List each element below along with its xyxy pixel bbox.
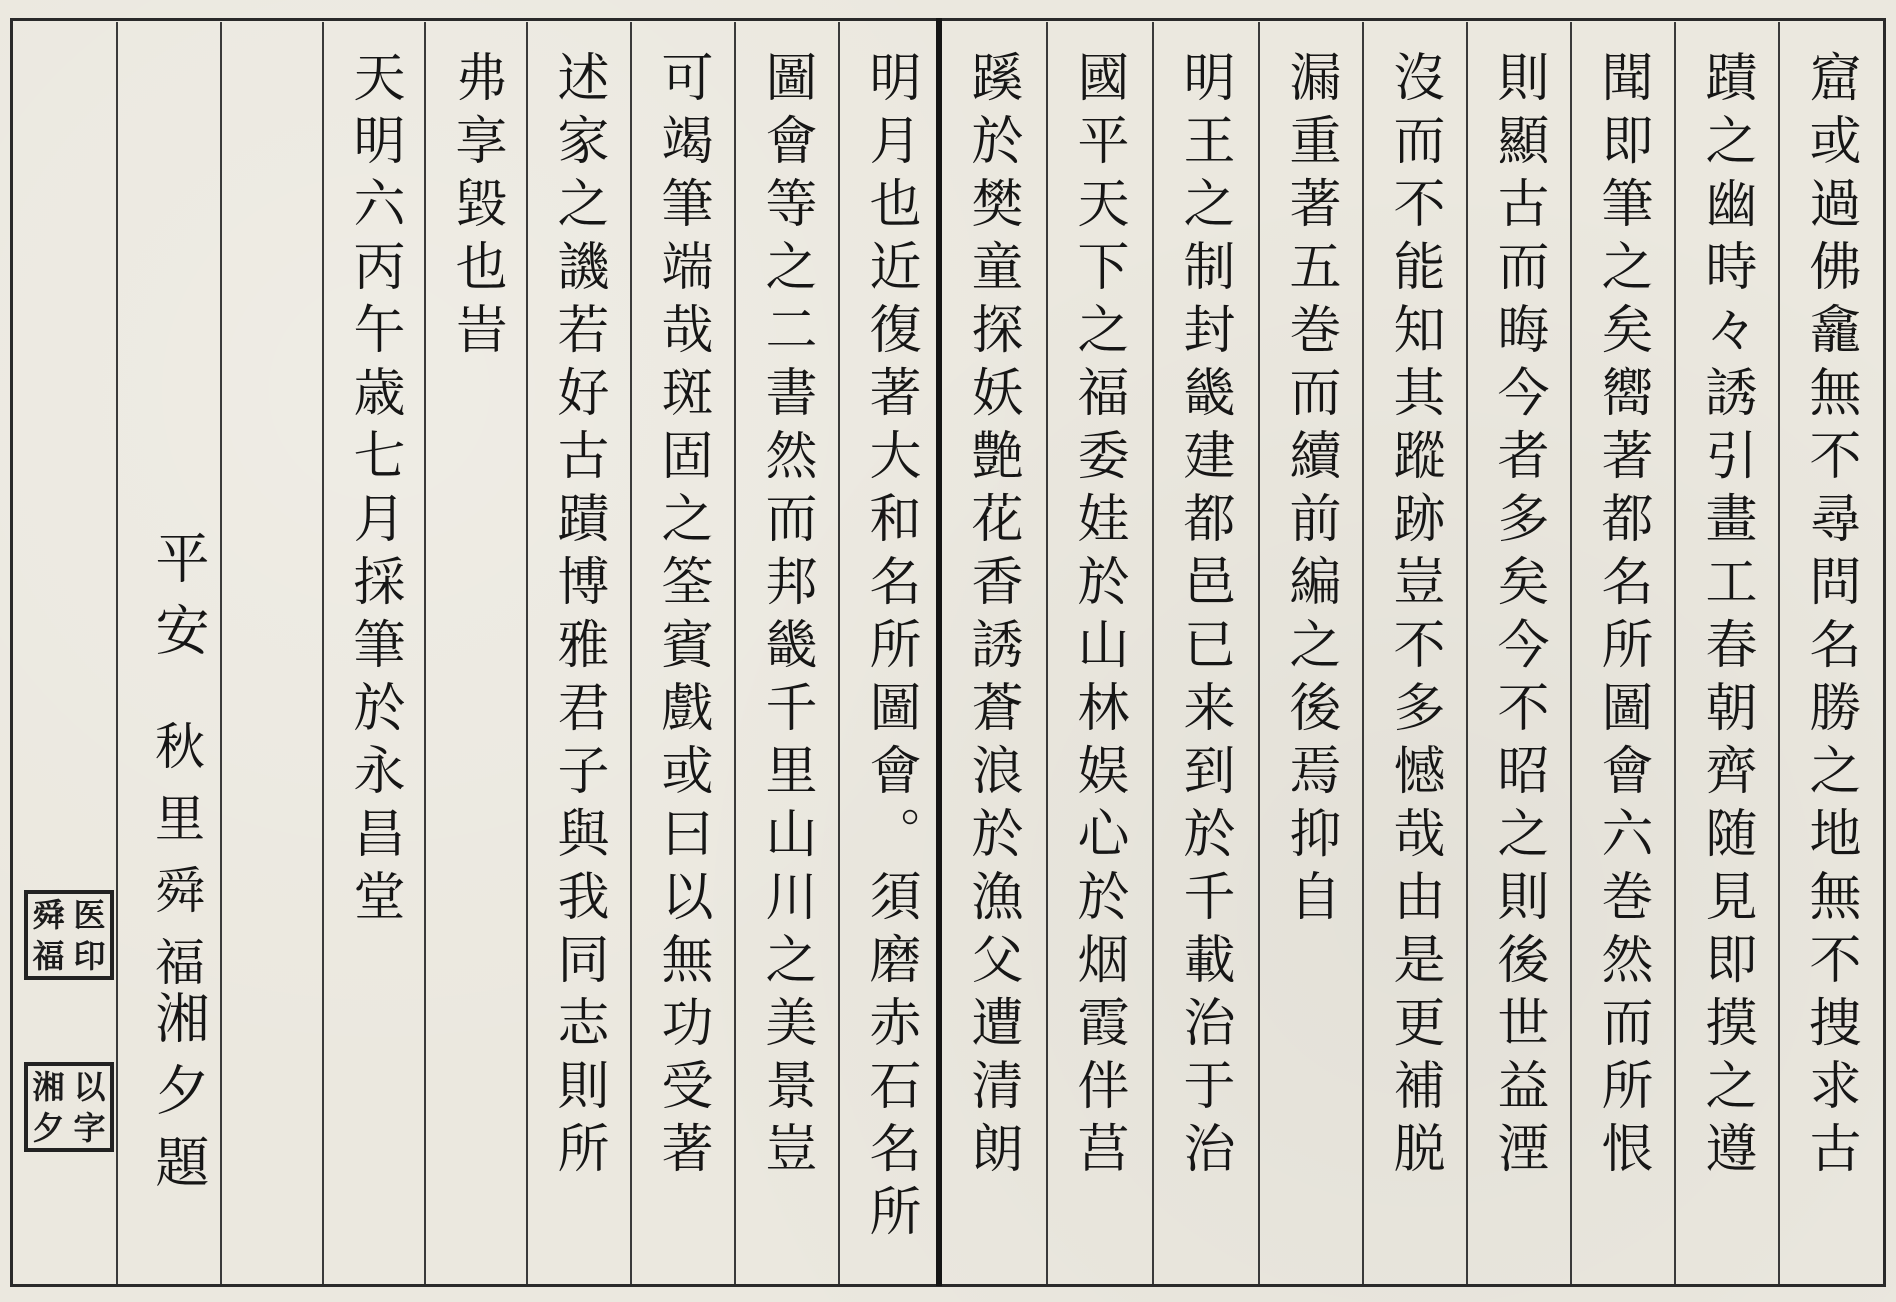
- seal-stamp-upper: [24, 890, 114, 980]
- seal-glyph: 以: [73, 1067, 106, 1106]
- text-column: 可竭筆端哉斑固之筌賓戲或曰以無功受著: [652, 50, 712, 1184]
- text-column: 窟或過佛龕無不尋問名勝之地無不捜求古: [1800, 50, 1860, 1184]
- text-column: 漏重著五巻而續前編之後焉抑自: [1280, 50, 1340, 932]
- column-rule: [1152, 22, 1154, 1284]
- column-rule: [1362, 22, 1364, 1284]
- text-column: 則顯古而晦今者多矣今不昭之則後世益湮: [1488, 50, 1548, 1184]
- frame-top-rule: [10, 18, 1886, 21]
- column-rule: [322, 22, 324, 1284]
- column-rule: [1778, 22, 1780, 1284]
- seal-glyph: 福: [32, 936, 65, 975]
- text-column: 蹟之幽時々誘引畫工春朝齊随見即摸之遵: [1696, 50, 1756, 1184]
- seal-stamp-lower: [24, 1062, 114, 1152]
- text-column: 述家之譏若好古蹟博雅君子與我同志則所: [548, 50, 608, 1184]
- text-column: 沒而不能知其蹤跡豈不多憾哉由是更補脱: [1384, 50, 1444, 1184]
- column-rule: [116, 22, 118, 1284]
- column-rule: [734, 22, 736, 1284]
- seal-glyph: 舜: [32, 895, 65, 934]
- text-column: 國平天下之福委娃於山林娱心於烟霞伴莒: [1068, 50, 1128, 1184]
- seal-glyph: 印: [73, 936, 106, 975]
- signature-inscription: 湘夕題: [147, 990, 210, 1206]
- signature-name: 秋里舜福: [147, 720, 205, 1008]
- column-rule: [424, 22, 426, 1284]
- text-column: 弗享毀也旹: [446, 50, 506, 365]
- column-rule: [220, 22, 222, 1284]
- text-column: 蹊於樊童探妖艶花香誘蒼浪於漁父遭清朗: [962, 50, 1022, 1184]
- frame-right-rule: [1883, 18, 1886, 1287]
- text-column: 聞即筆之矣嚮著都名所圖會六巻然而所恨: [1592, 50, 1652, 1184]
- frame-left-rule: [10, 18, 13, 1287]
- column-rule: [1570, 22, 1572, 1284]
- column-rule: [1258, 22, 1260, 1284]
- seal-glyph: 字: [73, 1108, 106, 1147]
- column-rule: [1466, 22, 1468, 1284]
- date-column: 天明六丙午歳七月採筆於永昌堂: [344, 50, 404, 932]
- seal-glyph: 夕: [32, 1108, 65, 1147]
- column-rule: [630, 22, 632, 1284]
- seal-glyph: 医: [73, 895, 106, 934]
- text-column: 明月也近復著大和名所圖會。須磨赤石名所: [860, 50, 920, 1247]
- column-rule: [1674, 22, 1676, 1284]
- column-rule: [1046, 22, 1048, 1284]
- seal-glyph: 湘: [32, 1067, 65, 1106]
- center-gutter: [936, 18, 942, 1286]
- text-column: 圖會等之二書然而邦畿千里山川之美景豈: [756, 50, 816, 1184]
- frame-bottom-rule: [10, 1284, 1886, 1287]
- column-rule: [838, 22, 840, 1284]
- text-column: 明王之制封畿建都邑已来到於千載治于治: [1174, 50, 1234, 1184]
- column-rule: [526, 22, 528, 1284]
- signature-place: 平安: [147, 530, 210, 674]
